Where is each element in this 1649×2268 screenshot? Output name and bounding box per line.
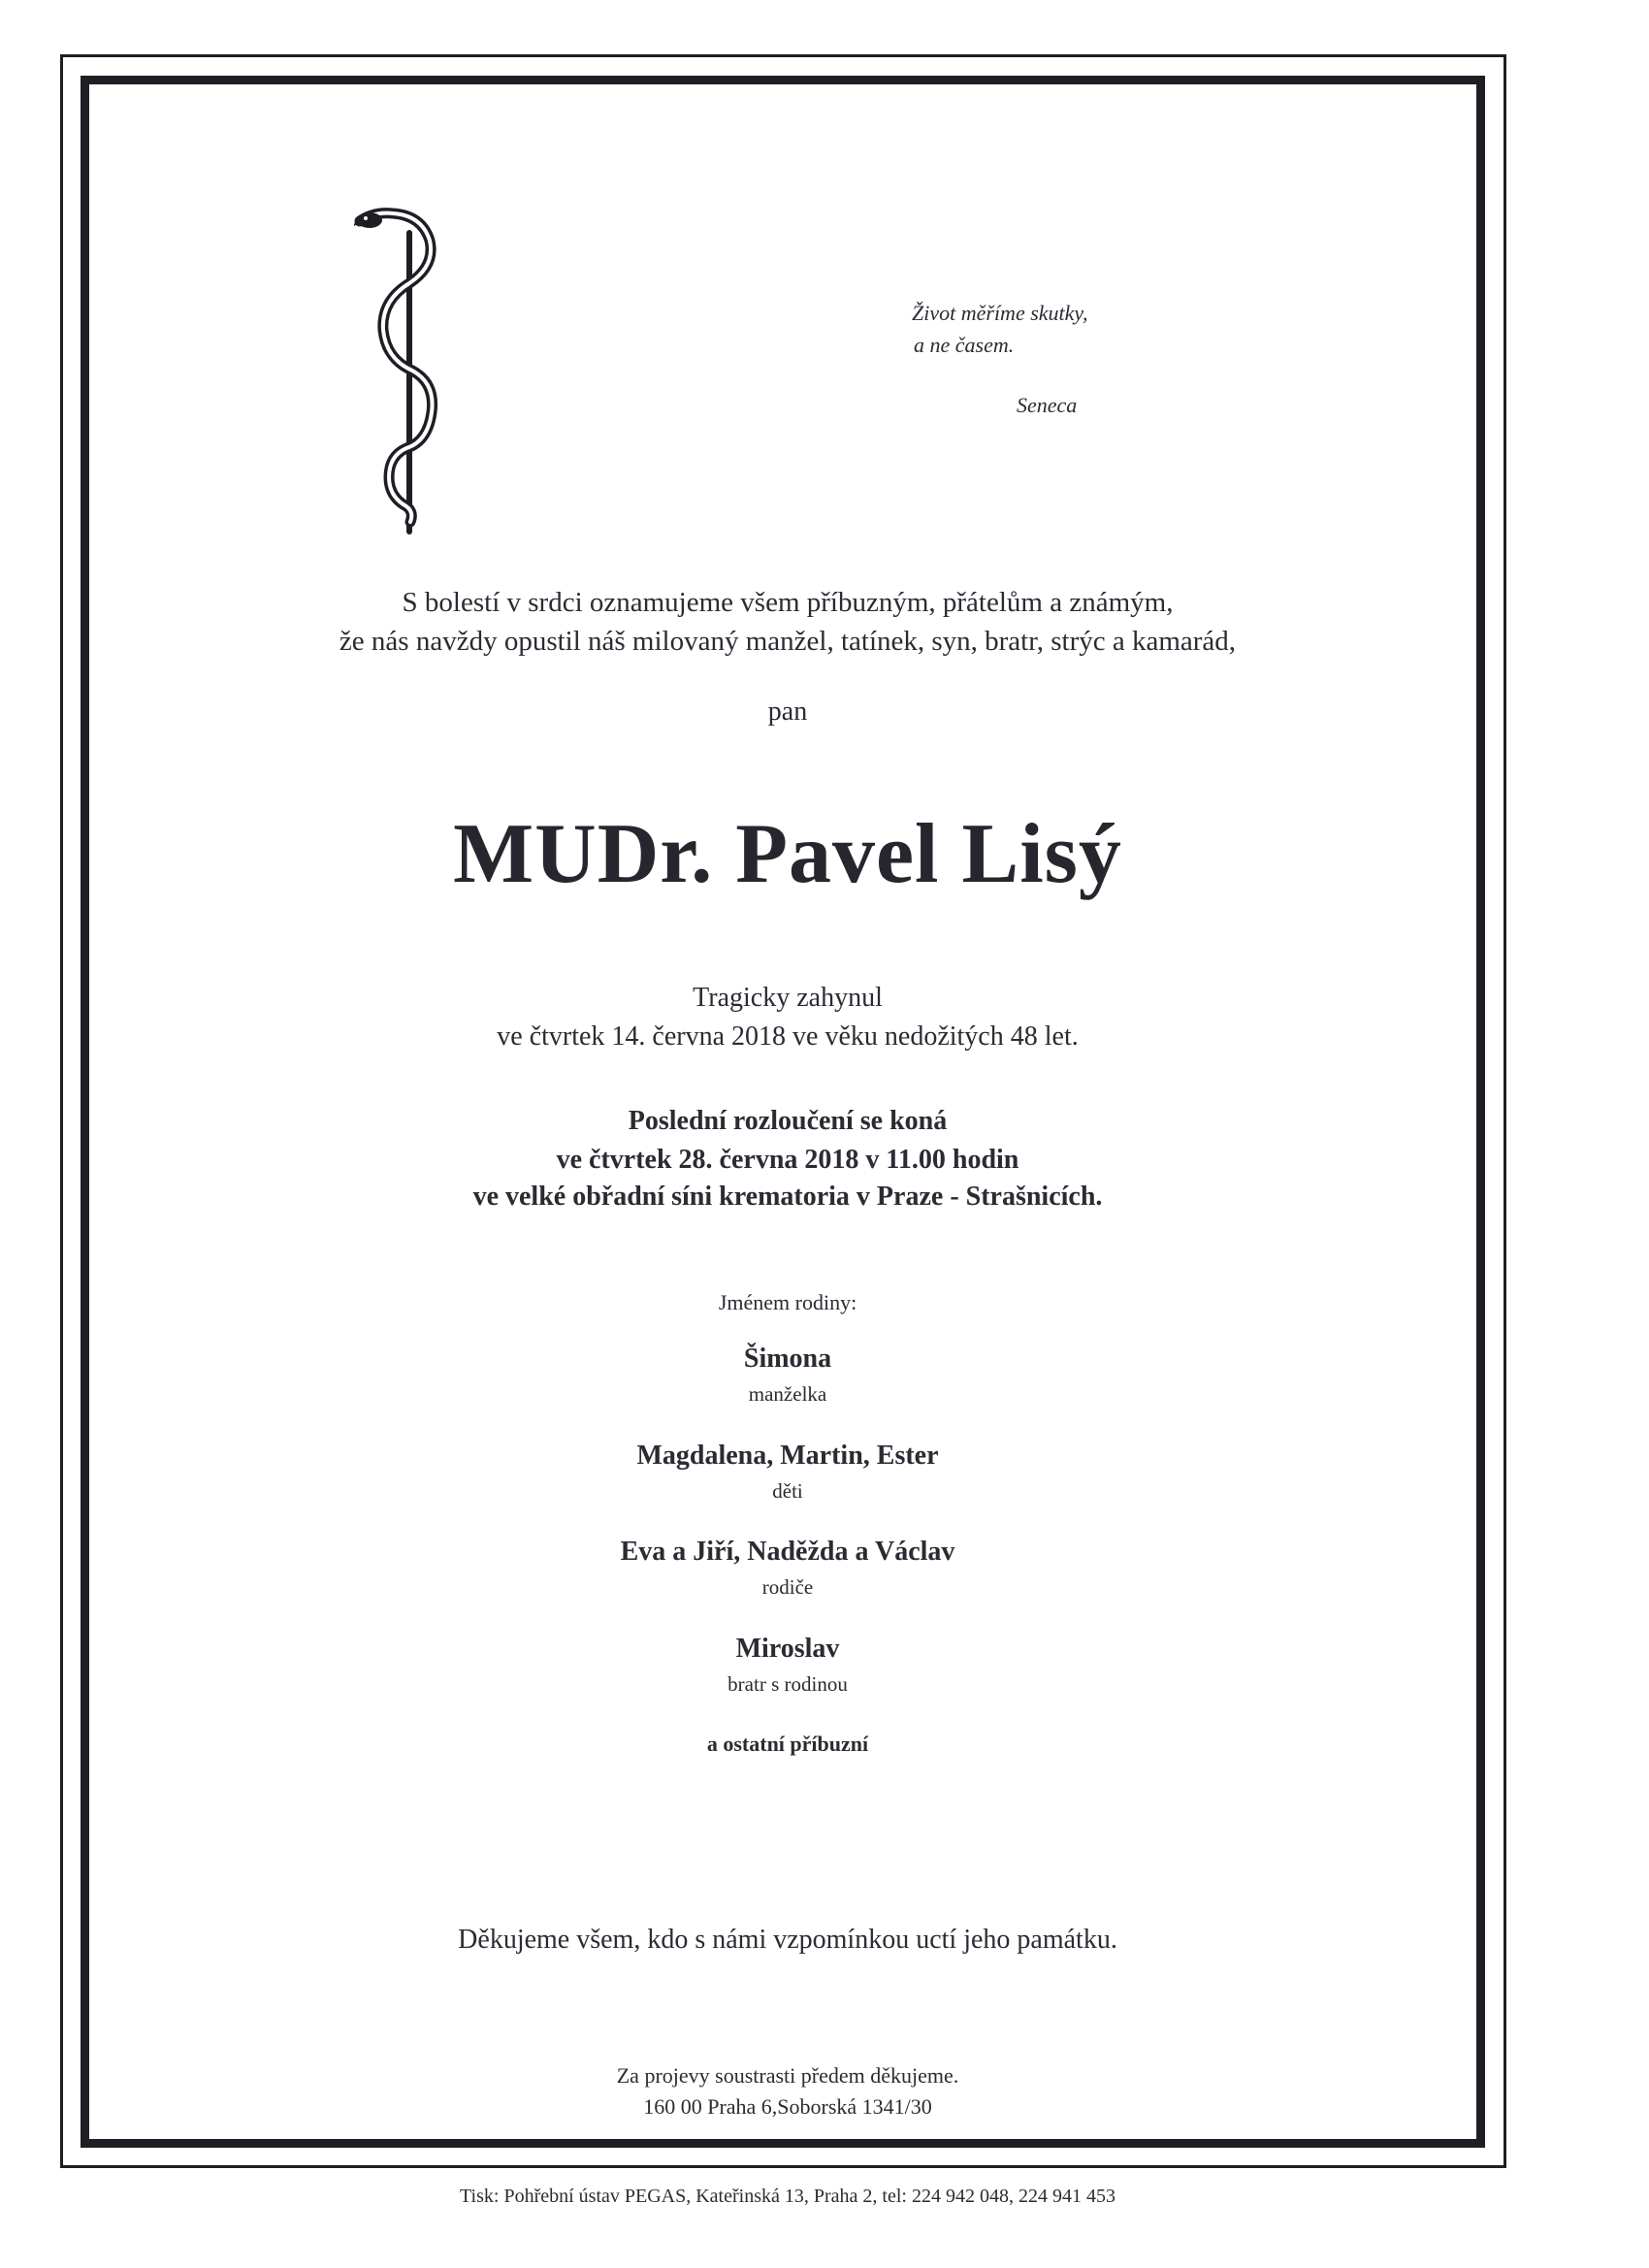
funeral-line-2: ve čtvrtek 28. června 2018 v 11.00 hodin (556, 1145, 1019, 1175)
family-member-relation: manželka (748, 1382, 827, 1406)
family-member-relation: děti (772, 1479, 803, 1503)
condolences-address: 160 00 Praha 6,Soborská 1341/30 (643, 2094, 932, 2119)
family-member-relation: bratr s rodinou (728, 1672, 848, 1696)
deceased-name: MUDr. Pavel Lisý (453, 807, 1122, 901)
death-line-2: ve čtvrtek 14. června 2018 ve věku nedožitých 48 let. (497, 1021, 1079, 1052)
salutation: pan (767, 697, 808, 727)
announcement-line-1: S bolestí v srdci oznamujeme všem příbuzným, přátelům a známým, (402, 587, 1174, 618)
quote-line-1: Život měříme skutky, (912, 301, 1088, 325)
announcement-line-2: že nás navždy opustil náš milovaný manžel, tatínek, syn, bratr, strýc a kamarád, (339, 626, 1237, 657)
family-member-names: Miroslav (735, 1634, 840, 1664)
condolences-line-1: Za projevy soustrasti předem děkujeme. (616, 2063, 959, 2088)
family-member-names: Šimona (743, 1344, 832, 1374)
funeral-line-1: Poslední rozloučení se koná (628, 1106, 948, 1136)
family-heading: Jménem rodiny: (718, 1290, 857, 1314)
family-member-names: Eva a Jiří, Naděžda a Václav (620, 1537, 955, 1567)
thanks-line: Děkujeme všem, kdo s námi vzpomínkou uctí jeho památku. (458, 1925, 1117, 1955)
quote-author: Seneca (1017, 393, 1078, 417)
death-line-1: Tragicky zahynul (693, 983, 883, 1013)
quote-line-2: a ne časem. (914, 333, 1015, 357)
funeral-line-3: ve velké obřadní síni krematoria v Praze - Strašnicích. (472, 1182, 1103, 1212)
printer-footer: Tisk: Pohřební ústav PEGAS, Kateřinská 13, Praha 2, tel: 224 942 048, 224 941 453 (460, 2186, 1116, 2207)
family-member-relation: rodiče (761, 1575, 814, 1599)
other-relatives: a ostatní příbuzní (706, 1732, 869, 1756)
rod-of-asclepius-icon (354, 194, 461, 535)
family-member-names: Magdalena, Martin, Ester (636, 1441, 939, 1471)
